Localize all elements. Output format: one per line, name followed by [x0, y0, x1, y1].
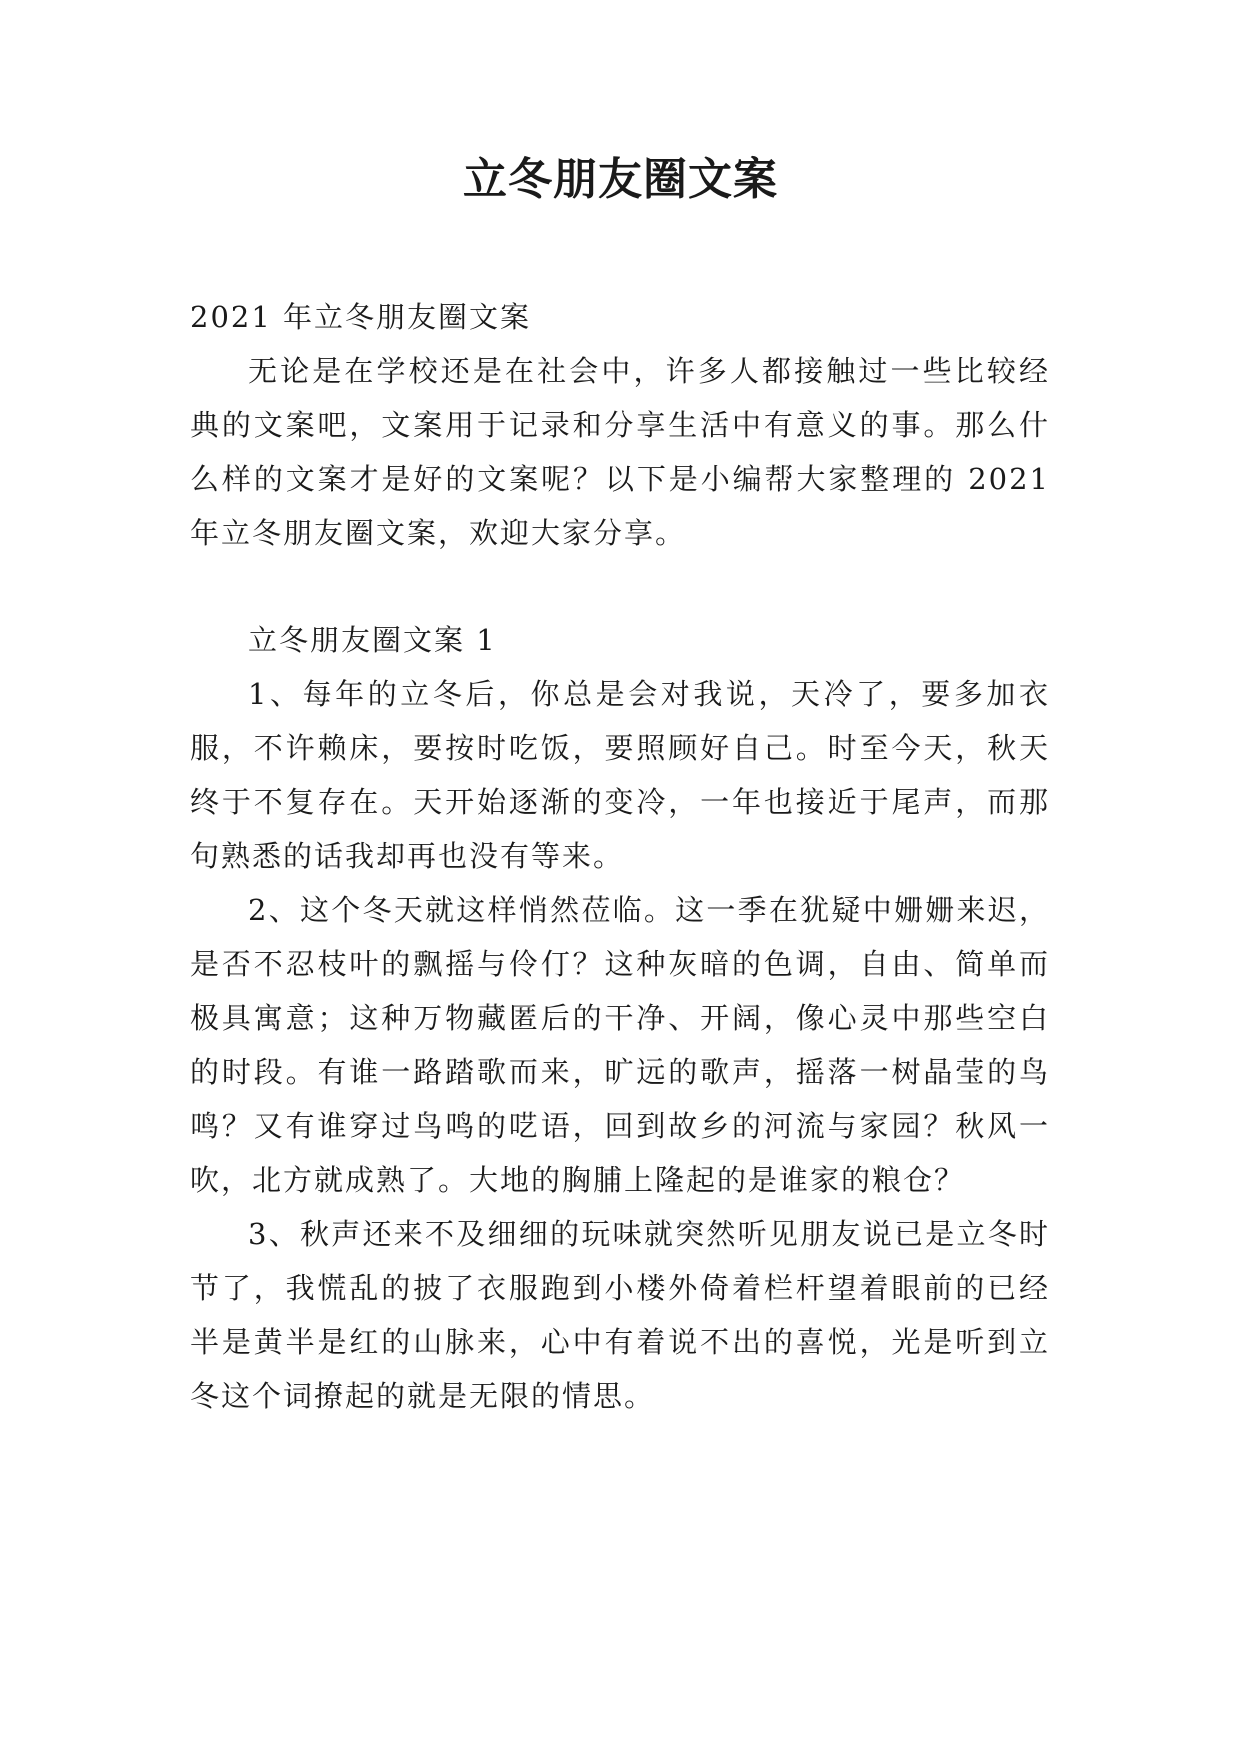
section-heading: 立冬朋友圈文案 1: [248, 623, 497, 657]
body-paragraph: 1、每年的立冬后，你总是会对我说，天冷了，要多加衣服，不许赖床，要按时吃饭，要照顾好自己。时至今天，秋天终于不复存在。天开始逐渐的变冷，一年也接近于尾声，而那句熟悉的话我却再也没有等来。: [190, 677, 1050, 873]
document-body: [190, 290, 1050, 1423]
page-title: 立冬朋友圈文案: [463, 154, 778, 205]
intro-paragraph: 无论是在学校还是在社会中，许多人都接触过一些比较经典的文案吧，文案用于记录和分享生活中有意义的事。那么什么样的文案才是好的文案呢？以下是小编帮大家整理的 2021 年立冬朋友圈文案，欢迎大家分享。: [190, 354, 1050, 550]
body-paragraph: 2、这个冬天就这样悄然莅临。这一季在犹疑中姗姗来迟，是否不忍枝叶的飘摇与伶仃？这种灰暗的色调，自由、简单而极具寓意；这种万物藏匿后的干净、开阔，像心灵中那些空白的时段。有谁一路踏歌而来，旷远的歌声，摇落一树晶莹的鸟鸣？又有谁穿过鸟鸣的呓语，回到故乡的河流与家园？秋风一吹，北方就成熟了。大地的胸脯上隆起的是谁家的粮仓？: [190, 893, 1050, 1197]
section-spacer: [190, 560, 1050, 613]
body-paragraph: 3、秋声还来不及细细的玩味就突然听见朋友说已是立冬时节了，我慌乱的披了衣服跑到小楼外倚着栏杆望着眼前的已经半是黄半是红的山脉来，心中有着说不出的喜悦，光是听到立冬这个词撩起的就是无限的情思。: [190, 1217, 1050, 1413]
document-subtitle: 2021 年立冬朋友圈文案: [190, 300, 532, 334]
